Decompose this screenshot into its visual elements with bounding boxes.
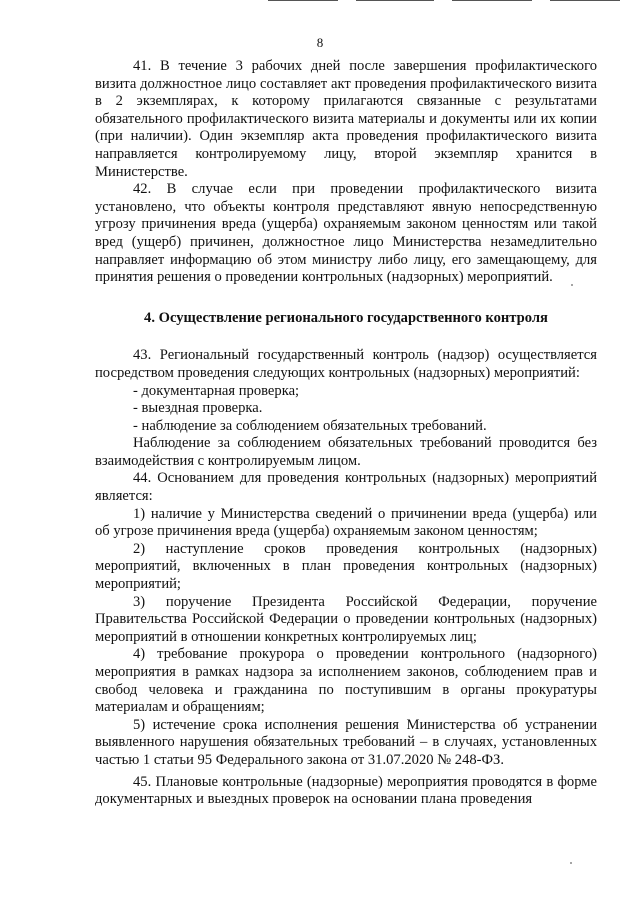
top-border-line (356, 0, 434, 1)
section-heading: 4. Осуществление регионального государственного контроля (144, 309, 548, 326)
document-body (95, 58, 597, 809)
page-number: 8 (316, 35, 324, 50)
list-item: 4) требование прокурора о проведении контрольного (надзорного) мероприятия в рамках надзора за исполнением законов, соблюдением прав и свобод человека и гражданина по поступившим в органы прокуратуры материалам и обращениям; (95, 646, 597, 716)
paragraph-45: 45. Плановые контрольные (надзорные) мероприятия проводятся в форме документарных и выездных проверок на основании плана проведения (95, 773, 597, 808)
scan-speck (570, 862, 572, 864)
top-border-line (550, 0, 620, 1)
list-item: 1) наличие у Министерства сведений о причинении вреда (ущерба) или об угрозе причинения вреда (ущерба) охраняемым законом ценностям; (95, 505, 597, 540)
paragraph-41: 41. В течение 3 рабочих дней после завершения профилактического визита должностное лицо составляет акт проведения профилактического визита в 2 экземплярах, к которому прилагаются связанные с результатами обязательного профилактического визита материалы и документы или их копии (при наличии). Один экземпляр акта проведения профилактического визита направляется контролируемому лицу, второй экземпляр хранится в Министерстве. (95, 58, 597, 180)
paragraph-observation: Наблюдение за соблюдением обязательных требований проводится без взаимодействия с контролируемым лицом. (95, 435, 597, 469)
paragraph-43: 43. Региональный государственный контроль (надзор) осуществляется посредством проведения следующих контрольных (надзорных) мероприятий: (95, 347, 597, 381)
list-item: - наблюдение за соблюдением обязательных требований. (133, 417, 487, 434)
list-item: - выездная проверка. (133, 400, 263, 417)
paragraph-44: 44. Основанием для проведения контрольных (надзорных) мероприятий является: (95, 470, 597, 505)
scan-speck (571, 284, 573, 286)
list-item: 3) поручение Президента Российской Федерации, поручение Правительства Российской Федерации о проведении контрольных (надзорных) мероприятий в отношении конкретных контролируемых лиц; (95, 593, 597, 645)
list-item: 2) наступление сроков проведения контрольных (надзорных) мероприятий, включенных в план проведения контрольных (надзорных) мероприятий; (95, 540, 597, 593)
top-border-line (268, 0, 338, 1)
paragraph-42: 42. В случае если при проведении профилактического визита установлено, что объекты контроля представляют явную непосредственную угрозу причинения вреда (ущерба) охраняемым законом ценностям или такой вред (ущерб) причинен, должностное лицо Министерства незамедлительно направляет информацию об этом министру либо лицу, его замещающему, для принятия решения о проведении контрольных (надзорных) мероприятий. (95, 181, 597, 286)
list-item: 5) истечение срока исполнения решения Министерства об устранении выявленного нарушения обязательных требований – в случаях, установленных частью 1 статьи 95 Федерального закона от 31.07.2020 № 248-ФЗ. (95, 716, 597, 768)
top-border-line (452, 0, 532, 1)
list-item: - документарная проверка; (133, 382, 300, 399)
